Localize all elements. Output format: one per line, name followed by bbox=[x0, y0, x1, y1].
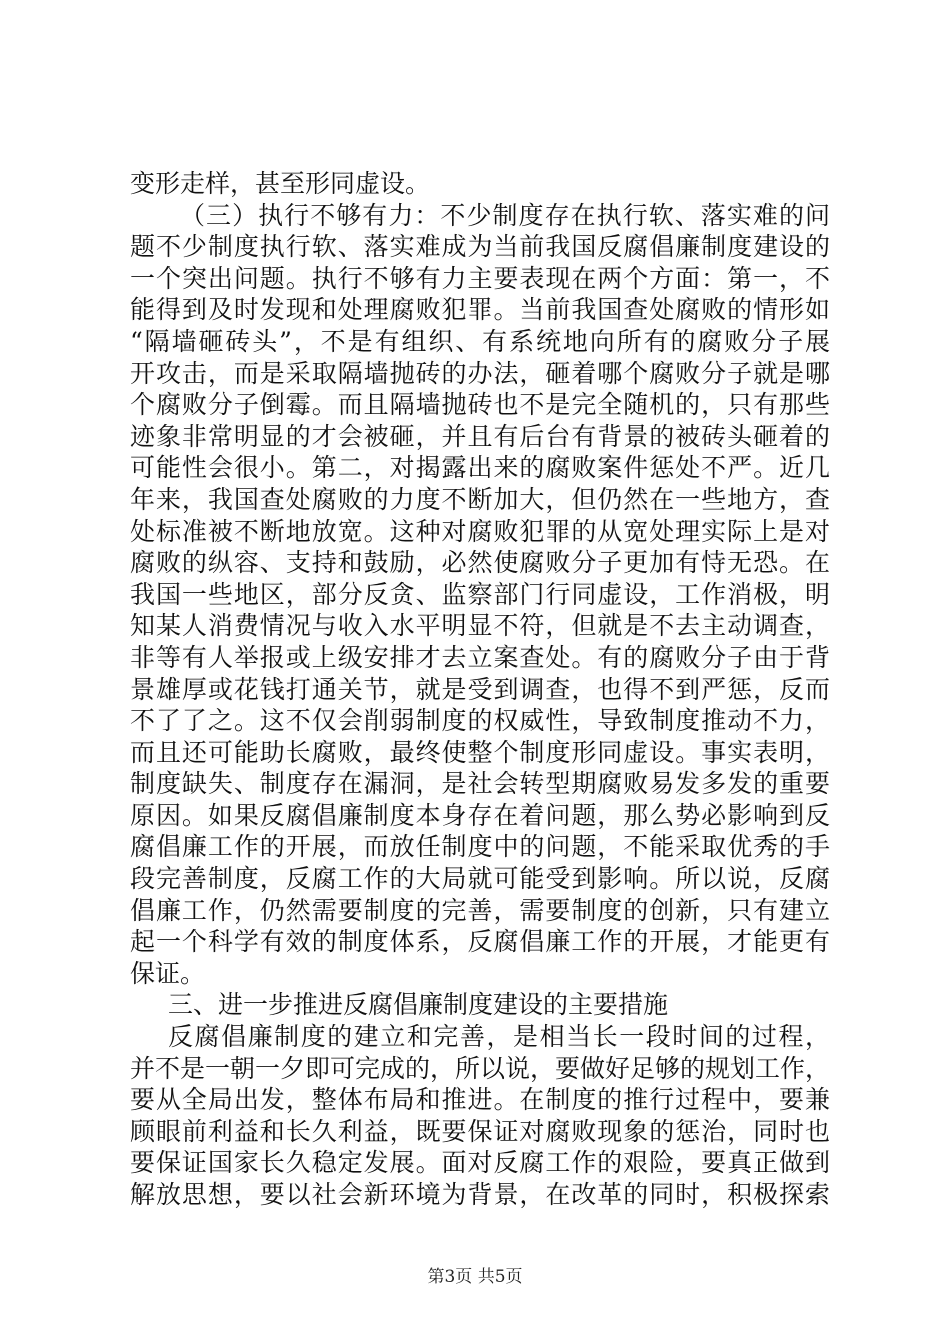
page-number: 第3页 共5页 bbox=[427, 1267, 523, 1287]
text-line: 我国一些地区，部分反贪、监察部门行同虚设，工作消极，明 bbox=[130, 579, 830, 609]
text-line: “隔墙砸砖头”，不是有组织、有系统地向所有的腐败分子展 bbox=[130, 326, 830, 356]
text-line: 景雄厚或花钱打通关节，就是受到调查，也得不到严惩，反而 bbox=[130, 674, 830, 704]
text-line: 腐败的纵容、支持和鼓励，必然使腐败分子更加有恃无恐。在 bbox=[130, 548, 830, 578]
text-line: 不了了之。这不仅会削弱制度的权威性，导致制度推动不力， bbox=[130, 706, 830, 736]
text-line: 非等有人举报或上级安排才去立案查处。有的腐败分子由于背 bbox=[130, 642, 830, 672]
text-line: 变形走样，甚至形同虚设。 bbox=[130, 169, 431, 198]
text-line: 制度缺失、制度存在漏洞，是社会转型期腐败易发多发的重要 bbox=[130, 769, 830, 799]
text-line: 知某人消费情况与收入水平明显不符，但就是不去主动调查， bbox=[130, 611, 830, 641]
text-line: 要从全局出发，整体布局和推进。在制度的推行过程中，要兼 bbox=[130, 1085, 830, 1115]
text-line: 反腐倡廉制度的建立和完善，是相当长一段时间的过程， bbox=[168, 1022, 830, 1052]
text-line: 迹象非常明显的才会被砸，并且有后台有背景的被砖头砸着的 bbox=[130, 421, 830, 451]
text-line: 要保证国家长久稳定发展。面对反腐工作的艰险，要真正做到 bbox=[130, 1148, 830, 1178]
text-line: 能得到及时发现和处理腐败犯罪。当前我国查处腐败的情形如 bbox=[130, 295, 830, 325]
text-line: 腐倡廉工作的开展，而放任制度中的问题，不能采取优秀的手 bbox=[130, 832, 830, 862]
text-line: 并不是一朝一夕即可完成的，所以说，要做好足够的规划工作， bbox=[130, 1053, 831, 1083]
text-line: 年来，我国查处腐败的力度不断加大，但仍然在一些地方，查 bbox=[130, 484, 830, 514]
text-line: 起一个科学有效的制度体系，反腐倡廉工作的开展，才能更有 bbox=[130, 927, 830, 957]
text-line: 保证。 bbox=[130, 958, 206, 988]
text-line: 段完善制度，反腐工作的大局就可能受到影响。所以说，反腐 bbox=[130, 864, 830, 894]
page-footer bbox=[0, 1262, 950, 1287]
text-line: 处标准被不断地放宽。这种对腐败犯罪的从宽处理实际上是对 bbox=[130, 516, 830, 546]
text-line: 可能性会很小。第二，对揭露出来的腐败案件惩处不严。近几 bbox=[130, 453, 830, 483]
text-line: 解放思想，要以社会新环境为背景，在改革的同时，积极探索 bbox=[130, 1180, 830, 1209]
text-line: 而且还可能助长腐败，最终使整个制度形同虚设。事实表明， bbox=[130, 737, 830, 767]
text-line: 开攻击，而是采取隔墙抛砖的办法，砸着哪个腐败分子就是哪 bbox=[130, 358, 830, 388]
text-line: 个腐败分子倒霉。而且隔墙抛砖也不是完全随机的，只有那些 bbox=[130, 390, 830, 420]
body-text bbox=[130, 168, 830, 1211]
section-heading: 三、进一步推进反腐倡廉制度建设的主要措施 bbox=[168, 990, 669, 1020]
text-line: 一个突出问题。执行不够有力主要表现在两个方面：第一，不 bbox=[130, 263, 830, 293]
text-line: （三）执行不够有力：不少制度存在执行软、落实难的问 bbox=[180, 200, 830, 230]
text-line: 原因。如果反腐倡廉制度本身存在着问题，那么势必影响到反 bbox=[130, 800, 830, 830]
text-line: 倡廉工作，仍然需要制度的完善，需要制度的创新，只有建立 bbox=[130, 895, 830, 925]
text-line: 顾眼前利益和长久利益，既要保证对腐败现象的惩治，同时也 bbox=[130, 1116, 830, 1146]
text-line: 题不少制度执行软、落实难成为当前我国反腐倡廉制度建设的 bbox=[130, 232, 830, 262]
